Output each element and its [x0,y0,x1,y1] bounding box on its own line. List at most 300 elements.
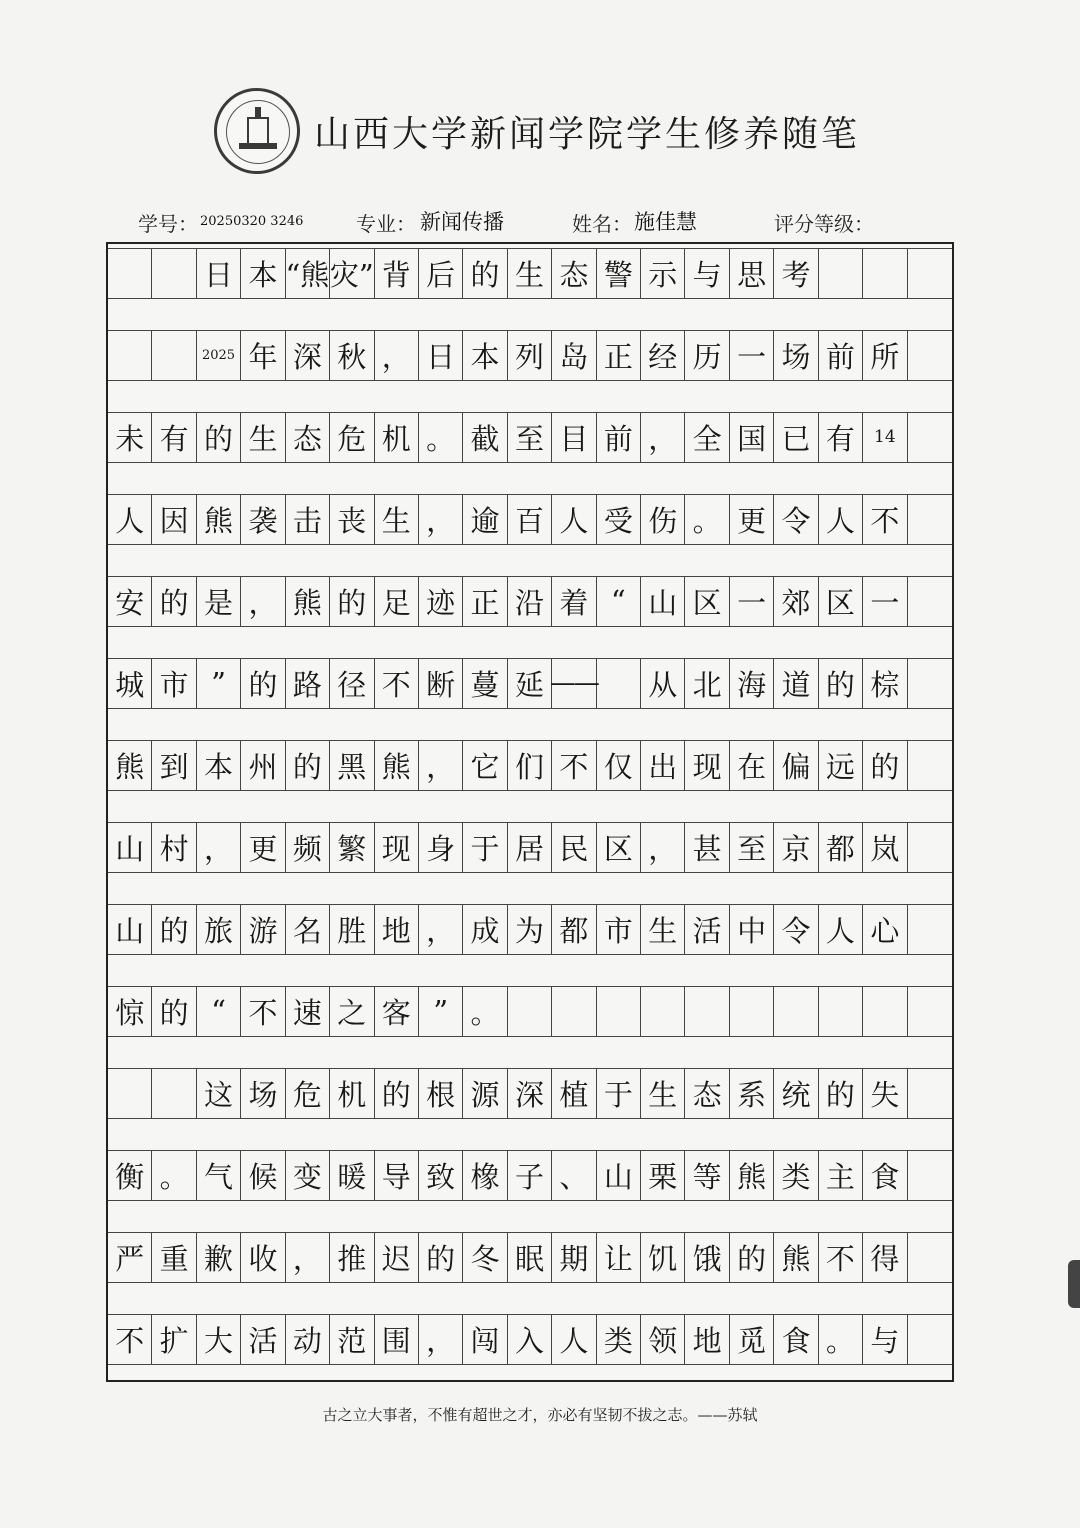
grid-cell: ， [419,1314,463,1364]
grid-cell: 未 [108,412,152,462]
grid-line [108,412,952,413]
grid-cell: 于 [463,822,507,872]
grid-cell: 不 [241,986,285,1036]
grid-cell: 迹 [419,576,463,626]
grid-cell: 。 [819,1314,863,1364]
grid-cell: 变 [286,1150,330,1200]
grid-cell: 历 [685,330,729,380]
grid-cell: 径 [330,658,374,708]
grid-cell: 甚 [685,822,729,872]
writing-grid [106,242,954,1382]
grid-cell: 蔓 [463,658,507,708]
grid-cell: 饿 [685,1232,729,1282]
grid-cell: 系 [730,1068,774,1118]
grid-cell: 日 [419,330,463,380]
grid-cell: 年 [241,330,285,380]
grid-cell: 目 [552,412,596,462]
grid-cell: ， [641,412,685,462]
grid-cell: 山 [641,576,685,626]
grid-cell: 统 [774,1068,818,1118]
grid-cell: 全 [685,412,729,462]
grid-cell: 至 [508,412,552,462]
grid-cell: 的 [152,986,196,1036]
grid-cell: 着 [552,576,596,626]
grid-line [108,494,952,495]
grid-cell: 郊 [774,576,818,626]
grid-cell: 北 [685,658,729,708]
grid-cell: 推 [330,1232,374,1282]
grid-cell: 所 [863,330,907,380]
grid-cell: 的 [419,1232,463,1282]
grid-cell: 歉 [197,1232,241,1282]
grid-cell: 眠 [508,1232,552,1282]
grid-line [108,1314,952,1315]
grid-cell [108,330,152,380]
grid-cell: 觅 [730,1314,774,1364]
grid-cell: 成 [463,904,507,954]
grid-cell: 城 [108,658,152,708]
grid-cell: 道 [774,658,818,708]
grid-cell: 现 [375,822,419,872]
grid-cell: 活 [685,904,729,954]
grid-cell: 一 [863,576,907,626]
grid-cell: 的 [375,1068,419,1118]
scan-edge-mark [1068,1260,1080,1308]
grid-cell: 态 [552,248,596,298]
grid-cell: 市 [152,658,196,708]
grid-cell: 灾” [330,248,374,298]
grid-cell [908,330,952,380]
grid-line [108,740,952,741]
grid-cell: 14 [863,412,907,462]
grid-cell [863,248,907,298]
major-label: 专业： [356,212,416,236]
grid-cell: 旅 [197,904,241,954]
grid-cell: 的 [241,658,285,708]
grid-cell: 丧 [330,494,374,544]
grid-cell: 山 [108,904,152,954]
grid-cell: ， [419,740,463,790]
grid-cell: 的 [152,904,196,954]
grid-line [108,1282,952,1283]
grid-cell: 熊 [108,740,152,790]
grid-cell: 的 [330,576,374,626]
grid-cell: ， [197,822,241,872]
grid-row [108,330,952,380]
grid-cell: 栗 [641,1150,685,1200]
grid-cell: 的 [286,740,330,790]
grid-cell: 区 [819,576,863,626]
grid-cell [641,986,685,1036]
grid-cell: 受 [597,494,641,544]
grid-cell: 国 [730,412,774,462]
grid-cell [908,986,952,1036]
grid-cell: 山 [597,1150,641,1200]
grid-cell: 思 [730,248,774,298]
grid-cell: 京 [774,822,818,872]
grid-cell: 地 [375,904,419,954]
grid-cell: 延 [508,658,552,708]
grid-cell: ， [641,822,685,872]
grid-cell: “ [197,986,241,1036]
grid-cell [908,740,952,790]
grid-cell [819,248,863,298]
grid-cell: 人 [552,494,596,544]
grid-cell: 的 [197,412,241,462]
grid-cell [108,1068,152,1118]
grid-cell: 岚 [863,822,907,872]
grid-cell: 足 [375,576,419,626]
grid-cell: 深 [286,330,330,380]
grid-cell [908,1314,952,1364]
grid-cell [863,986,907,1036]
grid-cell: 于 [597,1068,641,1118]
grid-cell [908,576,952,626]
grid-cell [597,986,641,1036]
grid-cell: 迟 [375,1232,419,1282]
grid-cell: 有 [819,412,863,462]
grid-cell: 经 [641,330,685,380]
grid-cell: 主 [819,1150,863,1200]
grid-cell: 大 [197,1314,241,1364]
grid-cell: 熊 [774,1232,818,1282]
grid-cell: 沿 [508,576,552,626]
grid-cell: 都 [819,822,863,872]
grid-cell: 百 [508,494,552,544]
grid-cell: 入 [508,1314,552,1364]
grid-cell: 食 [774,1314,818,1364]
name-label: 姓名： [572,212,632,236]
grid-cell: 中 [730,904,774,954]
grid-line [108,1118,952,1119]
grid-cell: 棕 [863,658,907,708]
grid-cell: 击 [286,494,330,544]
grid-cell [908,658,952,708]
student-id-value: 20250320 3246 [200,214,304,229]
grid-cell: 扩 [152,1314,196,1364]
grid-cell: 收 [241,1232,285,1282]
grid-cell: 它 [463,740,507,790]
grid-row [108,740,952,790]
student-id-label: 学号： [138,212,198,236]
grid-row [108,576,952,626]
grid-cell: 令 [774,494,818,544]
grid-cell: 村 [152,822,196,872]
page-title: 山西大学新闻学院学生修养随笔 [314,114,861,155]
grid-cell: 逾 [463,494,507,544]
grid-cell [152,330,196,380]
grid-cell: 日 [197,248,241,298]
grid-cell: 在 [730,740,774,790]
grid-cell: 导 [375,1150,419,1200]
grid-cell: 频 [286,822,330,872]
grid-cell: 橡 [463,1150,507,1200]
grid-cell: 人 [552,1314,596,1364]
grid-cell: 背 [375,248,419,298]
grid-cell: ， [375,330,419,380]
grid-line [108,1364,952,1365]
grid-cell: 路 [286,658,330,708]
grid-cell [152,248,196,298]
seal-base [239,143,277,149]
grid-cell: 为 [508,904,552,954]
grid-cell: 人 [819,494,863,544]
grid-cell [908,904,952,954]
grid-line [108,822,952,823]
grid-cell: 期 [552,1232,596,1282]
grid-cell: 不 [108,1314,152,1364]
grid-cell: 的 [463,248,507,298]
grid-cell: —— [552,658,596,708]
grid-row [108,1314,952,1364]
grid-cell: 机 [375,412,419,462]
grid-row [108,1232,952,1282]
major-value: 新闻传播 [420,210,504,234]
university-seal [214,88,300,174]
grid-cell: 地 [685,1314,729,1364]
grid-cell: 的 [819,1068,863,1118]
grid-cell: 黑 [330,740,374,790]
grid-cell: 有 [152,412,196,462]
grid-cell: 与 [685,248,729,298]
grid-cell: 重 [152,1232,196,1282]
grid-cell: 从 [641,658,685,708]
grid-cell: 名 [286,904,330,954]
grid-line [108,1068,952,1069]
grade-label: 评分等级： [774,212,874,236]
grid-cell: 熊 [375,740,419,790]
grid-cell: 后 [419,248,463,298]
grid-cell: 熊 [286,576,330,626]
grid-line [108,462,952,463]
grid-line [108,1150,952,1151]
grid-cell: 民 [552,822,596,872]
grid-cell: 胜 [330,904,374,954]
grid-cell: ， [286,1232,330,1282]
grid-cell: 致 [419,1150,463,1200]
grid-line [108,872,952,873]
grid-cell: 围 [375,1314,419,1364]
grid-cell: 气 [197,1150,241,1200]
grid-cell: 身 [419,822,463,872]
grid-cell: 子 [508,1150,552,1200]
footer-quote: 古之立大事者，不惟有超世之才，亦必有坚韧不拔之志。——苏轼 [322,1406,758,1424]
grid-cell: 现 [685,740,729,790]
grid-cell: 考 [774,248,818,298]
grid-cell: 本 [463,330,507,380]
grid-cell: 远 [819,740,863,790]
grid-cell [730,986,774,1036]
grid-cell: 列 [508,330,552,380]
grid-cell: 岛 [552,330,596,380]
grid-cell: 的 [863,740,907,790]
grid-line [108,658,952,659]
grid-line [108,298,952,299]
grid-cell [819,986,863,1036]
grid-cell: ， [419,904,463,954]
grid-line [108,380,952,381]
grid-cell: 态 [286,412,330,462]
grid-cell: 人 [108,494,152,544]
grid-cell: 市 [597,904,641,954]
grid-line [108,330,952,331]
grid-cell: 食 [863,1150,907,1200]
grid-cell: 示 [641,248,685,298]
grid-cell: 安 [108,576,152,626]
grid-cell: 截 [463,412,507,462]
grid-line [108,904,952,905]
grid-cell: 的 [730,1232,774,1282]
grid-cell [508,986,552,1036]
grid-cell: 不 [863,494,907,544]
grid-cell: ” [197,658,241,708]
grid-cell: 至 [730,822,774,872]
grid-cell [908,1150,952,1200]
grid-line [108,544,952,545]
grid-cell: 危 [286,1068,330,1118]
grid-cell: 是 [197,576,241,626]
student-info-line [0,204,1080,236]
grid-cell: 生 [241,412,285,462]
grid-cell: 动 [286,1314,330,1364]
grid-line [108,1036,952,1037]
grid-cell: 生 [375,494,419,544]
grid-cell [685,986,729,1036]
grid-line [108,626,952,627]
grid-cell: 之 [330,986,374,1036]
grid-cell: 伤 [641,494,685,544]
grid-cell: 本 [197,740,241,790]
grid-row [108,248,952,298]
grid-cell: 正 [463,576,507,626]
grid-cell: 领 [641,1314,685,1364]
grid-cell: 断 [419,658,463,708]
grid-cell: ” [419,986,463,1036]
grid-cell: 游 [241,904,285,954]
grid-cell: 本 [241,248,285,298]
grid-cell: ， [419,494,463,544]
grid-cell [908,248,952,298]
grid-cell: 区 [597,822,641,872]
grid-cell: 饥 [641,1232,685,1282]
grid-cell: 熊 [730,1150,774,1200]
grid-cell: 山 [108,822,152,872]
grid-cell: 人 [819,904,863,954]
grid-cell: 不 [819,1232,863,1282]
grid-cell: 2025 [197,330,241,380]
grid-cell: ， [241,576,285,626]
grid-row [108,986,952,1036]
grid-cell: 海 [730,658,774,708]
grid-cell: 不 [375,658,419,708]
grid-row [108,822,952,872]
grid-cell: 态 [685,1068,729,1118]
grid-cell: “熊 [286,248,330,298]
grid-cell: 已 [774,412,818,462]
grid-line [108,954,952,955]
grid-cell: 居 [508,822,552,872]
grid-cell: 等 [685,1150,729,1200]
grid-cell: 偏 [774,740,818,790]
grid-cell [108,248,152,298]
grid-cell [908,1068,952,1118]
grid-cell: 熊 [197,494,241,544]
grid-cell: 得 [863,1232,907,1282]
grid-cell: 。 [463,986,507,1036]
grid-cell: 州 [241,740,285,790]
grid-cell: 出 [641,740,685,790]
grid-cell: 心 [863,904,907,954]
grid-cell: 区 [685,576,729,626]
grid-line [108,248,952,249]
grid-cell: 源 [463,1068,507,1118]
grid-cell [908,412,952,462]
grid-cell: 严 [108,1232,152,1282]
grid-cell: 冬 [463,1232,507,1282]
grid-cell: 惊 [108,986,152,1036]
grid-cell: 前 [597,412,641,462]
grid-cell: 生 [508,248,552,298]
grid-row [108,658,952,708]
grid-row [108,1068,952,1118]
grid-cell: 。 [685,494,729,544]
grid-cell: 范 [330,1314,374,1364]
grid-cell: 候 [241,1150,285,1200]
grid-cell: 更 [730,494,774,544]
grid-cell: 根 [419,1068,463,1118]
grid-cell: 令 [774,904,818,954]
grid-cell: 活 [241,1314,285,1364]
grid-cell: 客 [375,986,419,1036]
grid-cell: 。 [152,1150,196,1200]
grid-row [108,1150,952,1200]
grid-cell: 衡 [108,1150,152,1200]
grid-cell: 这 [197,1068,241,1118]
grid-cell: 类 [774,1150,818,1200]
grid-cell: 闯 [463,1314,507,1364]
grid-cell: 暖 [330,1150,374,1200]
grid-line [108,986,952,987]
grid-cell: “ [597,576,641,626]
grid-cell: 深 [508,1068,552,1118]
grid-cell: 速 [286,986,330,1036]
grid-cell: 类 [597,1314,641,1364]
grid-cell: 们 [508,740,552,790]
grid-cell: 机 [330,1068,374,1118]
grid-cell: 一 [730,330,774,380]
grid-line [108,1232,952,1233]
grid-line [108,708,952,709]
grid-row [108,412,952,462]
grid-cell: 与 [863,1314,907,1364]
grid-cell: 的 [152,576,196,626]
grid-cell: 不 [552,740,596,790]
grid-cell: 都 [552,904,596,954]
grid-cell: 一 [730,576,774,626]
grid-cell: 袭 [241,494,285,544]
grid-cell: 到 [152,740,196,790]
grid-cell: 更 [241,822,285,872]
grid-cell: 前 [819,330,863,380]
grid-cell: 的 [819,658,863,708]
grid-cell: 场 [774,330,818,380]
grid-cell: 失 [863,1068,907,1118]
grid-cell [152,1068,196,1118]
grid-cell: 生 [641,904,685,954]
grid-cell [908,1232,952,1282]
grid-cell: 因 [152,494,196,544]
grid-cell: 危 [330,412,374,462]
